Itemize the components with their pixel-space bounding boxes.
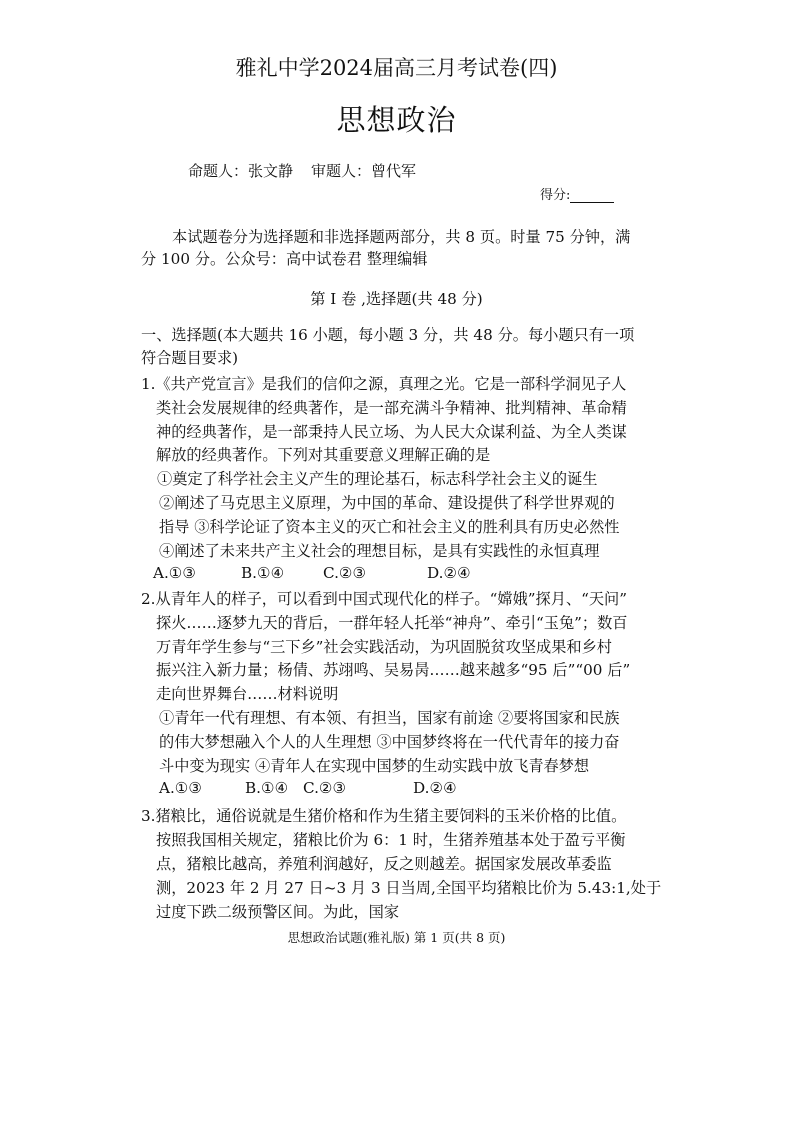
instructions-line: 一、选择题(本大题共 16 小题，每小题 3 分，共 48 分。每小题只有一项 [141,326,635,344]
question-2-line: ①青年一代有理想、有本领、有担当，国家有前途 ②要将国家和民族 [159,709,620,727]
option-b[interactable]: B.①④ [245,779,289,797]
score-blank [570,188,614,203]
question-1-options [153,564,471,582]
score-field [540,184,614,203]
writer-label: 命题人：张文静 [188,162,294,180]
question-2-line: 万青年学生参与“三下乡”社会实践活动，为巩固脱贫攻坚成果和乡村 [156,638,612,656]
question-1-line: 指导 ③科学论证了资本主义的灭亡和社会主义的胜利具有历史必然性 [159,518,620,536]
option-b[interactable]: B.①④ [241,564,285,582]
question-1-line: ④阐述了未来共产主义社会的理想目标，是具有实践性的永恒真理 [159,542,600,560]
question-2-options [159,779,457,797]
question-1-line: ①奠定了科学社会主义产生的理论基石，标志科学社会主义的诞生 [157,470,598,488]
intro-line: 分 100 分。公众号：高中试卷君 整理编辑 [141,250,428,268]
question-3-line: 3.猪粮比，通俗说就是生猪价格和作为生猪主要饲料的玉米价格的比值。 [141,807,627,825]
option-a[interactable]: A.①③ [153,564,197,582]
question-2-line: 探火……逐梦九天的背后，一群年轻人托举“神舟”、牵引“玉兔”；数百 [156,614,628,632]
question-2-line: 斗中变为现实 ④青年人在实现中国梦的生动实践中放飞青春梦想 [159,757,590,775]
section-heading: 第 I 卷 ,选择题(共 48 分) [310,290,483,308]
authors-line [188,160,416,181]
question-1-line: ②阐述了马克思主义原理，为中国的革命、建设提供了科学世界观的 [159,494,615,512]
question-3-line: 按照我国相关规定，猪粮比价为 6：1 时，生猪养殖基本处于盈亏平衡 [156,831,626,849]
option-c[interactable]: C.②③ [303,779,347,797]
score-label: 得分: [540,188,571,203]
subject-title: 思想政治 [336,103,457,137]
reviewer-label: 审题人：曾代军 [311,162,417,180]
question-2-line: 2.从青年人的样子，可以看到中国式现代化的样子。“嫦娥”探月、“天问” [141,590,627,608]
page-footer: 思想政治试题(雅礼版) 第 1 页(共 8 页) [287,930,506,945]
question-1-line: 解放的经典著作。下列对其重要意义理解正确的是 [156,446,491,464]
exam-title: 雅礼中学2024届高三月考试卷(四) [235,56,558,80]
question-3-line: 测，2023 年 2 月 27 日~3 月 3 日当周,全国平均猪粮比价为 5.43:1,处于 [156,879,662,897]
question-2-line: 振兴注入新力量；杨倩、苏翊鸣、吴易昺……越来越多“95 后”“00 后” [156,661,631,679]
question-1-line: 神的经典著作，是一部秉持人民立场、为人民大众谋利益、为全人类谋 [156,423,627,441]
option-c[interactable]: C.②③ [323,564,367,582]
option-d[interactable]: D.②④ [413,779,457,797]
question-1-line: 1.《共产党宣言》是我们的信仰之源，真理之光。它是一部科学洞见子人 [141,375,627,393]
option-d[interactable]: D.②④ [427,564,471,582]
question-1-line: 类社会发展规律的经典著作，是一部充满斗争精神、批判精神、革命精 [156,399,627,417]
instructions-line: 符合题目要求) [141,349,239,367]
option-a[interactable]: A.①③ [159,779,203,797]
question-3-line: 点，猪粮比越高，养殖利润越好，反之则越差。据国家发展改革委监 [156,855,612,873]
question-3-line: 过度下跌二级预警区间。为此，国家 [156,903,399,921]
question-2-line: 走向世界舞台……材料说明 [156,685,339,703]
question-2-line: 的伟大梦想融入个人的人生理想 ③中国梦终将在一代代青年的接力奋 [159,733,620,751]
intro-line: 本试题卷分为选择题和非选择题两部分，共 8 页。时量 75 分钟，满 [172,228,631,246]
